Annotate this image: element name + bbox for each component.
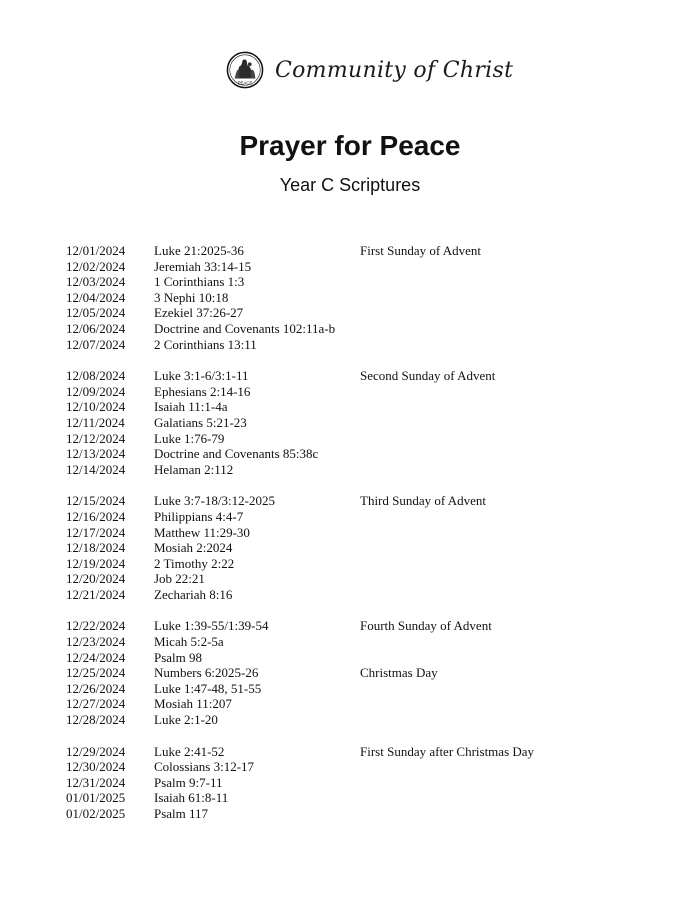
scripture-reference: Luke 21:2025-36 xyxy=(154,243,244,258)
reading-date: 12/03/2024 xyxy=(66,274,126,290)
scripture-reference: Colossians 3:12-17 xyxy=(154,759,255,775)
schedule-row xyxy=(66,540,534,556)
reading-date: 12/05/2024 xyxy=(66,305,126,321)
week-group xyxy=(66,493,534,602)
reading-date: 12/23/2024 xyxy=(66,634,126,650)
scripture-reference: Numbers 6:2025-26 xyxy=(154,665,259,681)
week-group xyxy=(66,368,534,477)
scripture-reference: Luke 3:7-18/3:12-2025 xyxy=(154,493,275,509)
schedule-row xyxy=(66,665,534,681)
schedule-row xyxy=(66,493,534,509)
reading-date: 12/21/2024 xyxy=(66,586,126,602)
page-title: Prayer for Peace xyxy=(239,130,461,161)
reading-date: 12/06/2024 xyxy=(66,320,126,336)
schedule-row xyxy=(66,571,534,587)
scripture-reference: Isaiah 11:1-4a xyxy=(154,399,228,415)
scripture-reference: 2 Timothy 2:22 xyxy=(154,555,235,571)
reading-date: 12/30/2024 xyxy=(66,759,126,775)
schedule-row xyxy=(66,587,534,603)
scripture-reference: Isaiah 61:8-11 xyxy=(154,790,229,806)
schedule-row xyxy=(66,274,534,290)
observance-note: First Sunday after Christmas Day xyxy=(360,743,535,759)
schedule-row xyxy=(66,650,534,666)
schedule-row xyxy=(66,321,534,337)
scripture-reference: 2 Corinthians 13:11 xyxy=(154,336,257,352)
schedule-row xyxy=(66,681,534,697)
scripture-reference: Psalm 9:7-11 xyxy=(154,774,223,790)
schedule-row xyxy=(66,305,534,321)
scripture-reference: Micah 5:2-5a xyxy=(154,634,224,650)
schedule-row xyxy=(66,431,534,447)
scripture-reference: Luke 3:1-6/3:1-11 xyxy=(154,368,249,384)
scripture-reference: Luke 2:1-20 xyxy=(154,712,218,728)
reading-date: 12/14/2024 xyxy=(66,461,126,477)
schedule-row xyxy=(66,384,534,400)
schedule-row xyxy=(66,446,534,462)
reading-date: 12/28/2024 xyxy=(66,712,126,728)
week-group xyxy=(66,243,534,352)
reading-date: 12/07/2024 xyxy=(66,336,126,352)
reading-date: 12/16/2024 xyxy=(66,508,126,524)
reading-date: 12/04/2024 xyxy=(66,289,126,305)
org-name: Community of Christ xyxy=(275,57,514,83)
schedule-row xyxy=(66,556,534,572)
scripture-reference: Luke 1:76-79 xyxy=(154,430,225,446)
schedule-row xyxy=(66,806,534,822)
reading-date: 01/01/2025 xyxy=(66,790,126,806)
scripture-reference: Psalm 98 xyxy=(154,649,203,665)
reading-date: 12/19/2024 xyxy=(66,555,126,571)
scripture-reference: Luke 1:47-48, 51-55 xyxy=(154,680,262,696)
org-logo xyxy=(226,50,513,90)
reading-date: 12/02/2024 xyxy=(66,258,126,274)
schedule-row xyxy=(66,290,534,306)
scripture-reference: Doctrine and Covenants 85:38c xyxy=(154,446,319,462)
schedule-row xyxy=(66,399,534,415)
reading-date: 12/26/2024 xyxy=(66,680,126,696)
scripture-reference: Job 22:21 xyxy=(154,571,205,587)
scripture-reference: Helaman 2:112 xyxy=(154,461,234,477)
observance-note: First Sunday of Advent xyxy=(360,243,481,258)
scripture-reference: Luke 2:41-52 xyxy=(154,743,225,759)
reading-date: 12/11/2024 xyxy=(66,414,125,430)
scripture-reference: Philippians 4:4-7 xyxy=(154,508,244,524)
reading-date: 12/15/2024 xyxy=(66,493,126,509)
schedule-row xyxy=(66,696,534,712)
reading-date: 12/31/2024 xyxy=(66,774,126,790)
reading-date: 12/20/2024 xyxy=(66,571,126,587)
observance-note: Second Sunday of Advent xyxy=(360,368,496,384)
observance-note: Third Sunday of Advent xyxy=(360,493,487,509)
observance-note: Christmas Day xyxy=(360,665,438,681)
peace-seal-icon xyxy=(226,51,264,89)
schedule-row xyxy=(66,509,534,525)
schedule-row xyxy=(66,634,534,650)
reading-date: 12/10/2024 xyxy=(66,399,126,415)
scripture-reference: 3 Nephi 10:18 xyxy=(154,289,229,305)
reading-date: 12/27/2024 xyxy=(66,696,126,712)
scripture-reference: Ephesians 2:14-16 xyxy=(154,383,251,399)
schedule-row xyxy=(66,618,534,634)
reading-date: 12/08/2024 xyxy=(66,368,126,384)
page-subtitle: Year C Scriptures xyxy=(279,175,421,195)
schedule-row xyxy=(66,415,534,431)
scripture-schedule xyxy=(66,243,534,838)
week-group xyxy=(66,618,534,727)
schedule-row xyxy=(66,368,534,384)
observance-note: Fourth Sunday of Advent xyxy=(360,618,492,634)
schedule-row xyxy=(66,790,534,806)
scripture-reference: Jeremiah 33:14-15 xyxy=(154,258,252,274)
scripture-reference: Ezekiel 37:26-27 xyxy=(154,305,244,321)
schedule-row xyxy=(66,775,534,791)
reading-date: 12/25/2024 xyxy=(66,665,126,681)
scripture-reference: 1 Corinthians 1:3 xyxy=(154,274,245,290)
reading-date: 01/02/2025 xyxy=(66,806,126,821)
seal-text: PEACE xyxy=(237,80,253,86)
schedule-row xyxy=(66,712,534,728)
scripture-reference: Psalm 117 xyxy=(154,806,209,821)
schedule-row xyxy=(66,259,534,275)
reading-date: 12/12/2024 xyxy=(66,430,126,446)
reading-date: 12/09/2024 xyxy=(66,383,126,399)
reading-date: 12/01/2024 xyxy=(66,243,126,258)
scripture-reference: Zechariah 8:16 xyxy=(154,586,233,602)
reading-date: 12/22/2024 xyxy=(66,618,126,634)
scripture-reference: Mosiah 11:207 xyxy=(154,696,232,712)
scripture-reference: Doctrine and Covenants 102:11a-b xyxy=(154,320,336,336)
schedule-row xyxy=(66,462,534,478)
scripture-reference: Mosiah 2:2024 xyxy=(154,540,233,556)
week-group xyxy=(66,744,534,822)
reading-date: 12/17/2024 xyxy=(66,524,126,540)
scripture-reference: Matthew 11:29-30 xyxy=(154,524,250,540)
schedule-row xyxy=(66,744,534,760)
scripture-reference: Galatians 5:21-23 xyxy=(154,414,247,430)
scripture-reference: Luke 1:39-55/1:39-54 xyxy=(154,618,269,634)
schedule-row xyxy=(66,525,534,541)
schedule-row xyxy=(66,337,534,353)
reading-date: 12/24/2024 xyxy=(66,649,126,665)
reading-date: 12/29/2024 xyxy=(66,743,126,759)
reading-date: 12/13/2024 xyxy=(66,446,126,462)
schedule-row xyxy=(66,243,534,259)
reading-date: 12/18/2024 xyxy=(66,540,126,556)
schedule-row xyxy=(66,759,534,775)
